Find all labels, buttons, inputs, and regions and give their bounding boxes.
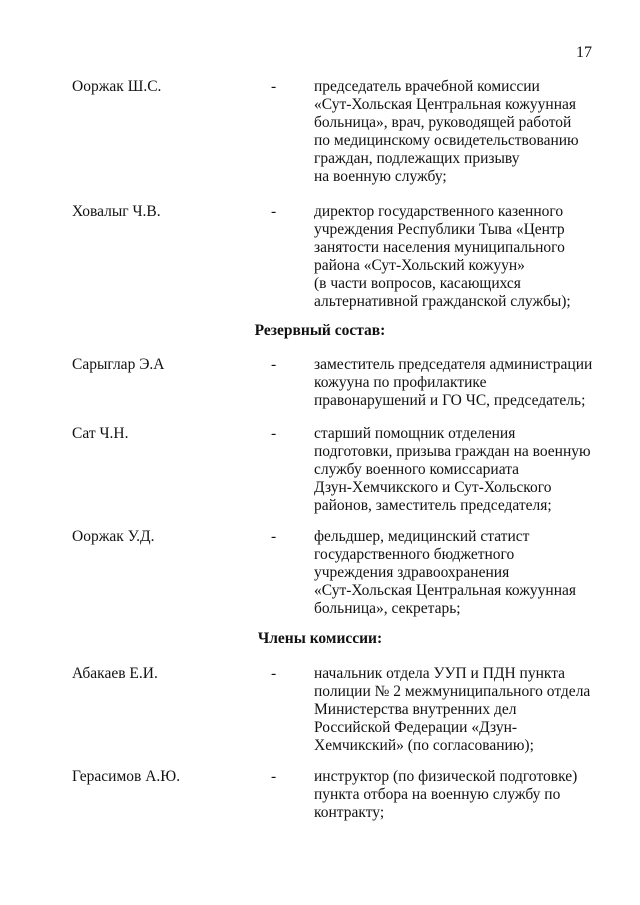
member-name: Ооржак Ш.С. [72, 78, 162, 95]
separator-dash: - [271, 768, 277, 785]
role-line: занятости населения муниципального [314, 239, 565, 256]
role-line: больница», врач, руководящей работой [314, 114, 572, 131]
role-line: директор государственного казенного [314, 203, 564, 220]
member-name: Сарыглар Э.А [72, 356, 165, 373]
page-number: 17 [576, 44, 592, 61]
member-name: Герасимов А.Ю. [72, 768, 181, 785]
separator-dash: - [271, 665, 277, 682]
role-line: пункта отбора на военную службу по [314, 786, 561, 803]
role-line: инструктор (по физической подготовке) [314, 768, 578, 785]
member-role [314, 356, 614, 410]
role-line: государственного бюджетного [314, 546, 515, 563]
member-name: Сат Ч.Н. [72, 425, 129, 442]
separator-dash: - [271, 203, 277, 220]
role-line: полиции № 2 межмуниципального отдела [314, 683, 591, 700]
role-line: альтернативной гражданской службы); [314, 293, 571, 310]
role-line: Российской Федерации «Дзун- [314, 719, 518, 736]
separator-dash: - [271, 356, 277, 373]
member-name: Ховалыг Ч.В. [72, 203, 161, 220]
role-line: «Сут-Хольская Центральная кожуунная [314, 582, 577, 599]
role-line: граждан, подлежащих призыву [314, 150, 520, 167]
role-line: заместитель председателя администрации [314, 356, 593, 373]
role-line: подготовки, призыва граждан на военную [314, 443, 591, 460]
role-line: Министерства внутренних дел [314, 701, 517, 718]
separator-dash: - [271, 78, 277, 95]
role-line: учреждения здравоохранения [314, 564, 510, 581]
role-line: правонарушений и ГО ЧС, председатель; [314, 392, 586, 409]
role-line: больница», секретарь; [314, 600, 461, 617]
separator-dash: - [271, 425, 277, 442]
role-line: начальник отдела УУП и ПДН пункта [314, 665, 566, 682]
role-line: кожууна по профилактике [314, 374, 487, 391]
member-role [314, 425, 614, 515]
member-role [314, 203, 614, 311]
role-line: «Сут-Хольская Центральная кожуунная [314, 96, 577, 113]
member-role [314, 768, 614, 822]
separator-dash: - [271, 528, 277, 545]
role-line: старший помощник отделения [314, 425, 516, 442]
member-role [314, 78, 614, 186]
role-line: на военную службу; [314, 168, 447, 185]
role-line: районов, заместитель председателя; [314, 497, 552, 514]
role-line: Дзун-Хемчикского и Сут-Хольского [314, 479, 552, 496]
role-line: председатель врачебной комиссии [314, 78, 540, 95]
role-line: учреждения Республики Тыва «Центр [314, 221, 565, 238]
role-line: фельдшер, медицинский статист [314, 528, 530, 545]
section-heading-reserve: Резервный состав: [254, 322, 386, 339]
section-heading-members: Члены комиссии: [257, 630, 383, 647]
member-name: Абакаев Е.И. [72, 665, 158, 682]
role-line: Хемчикский» (по согласованию); [314, 737, 534, 754]
role-line: (в части вопросов, касающихся [314, 275, 521, 292]
role-line: района «Сут-Хольский кожуун» [314, 257, 525, 274]
member-role [314, 665, 614, 755]
role-line: по медицинскому освидетельствованию [314, 132, 579, 149]
member-role [314, 528, 614, 618]
role-line: контракту; [314, 804, 385, 821]
role-line: службу военного комиссариата [314, 461, 520, 478]
member-name: Ооржак У.Д. [72, 528, 155, 545]
